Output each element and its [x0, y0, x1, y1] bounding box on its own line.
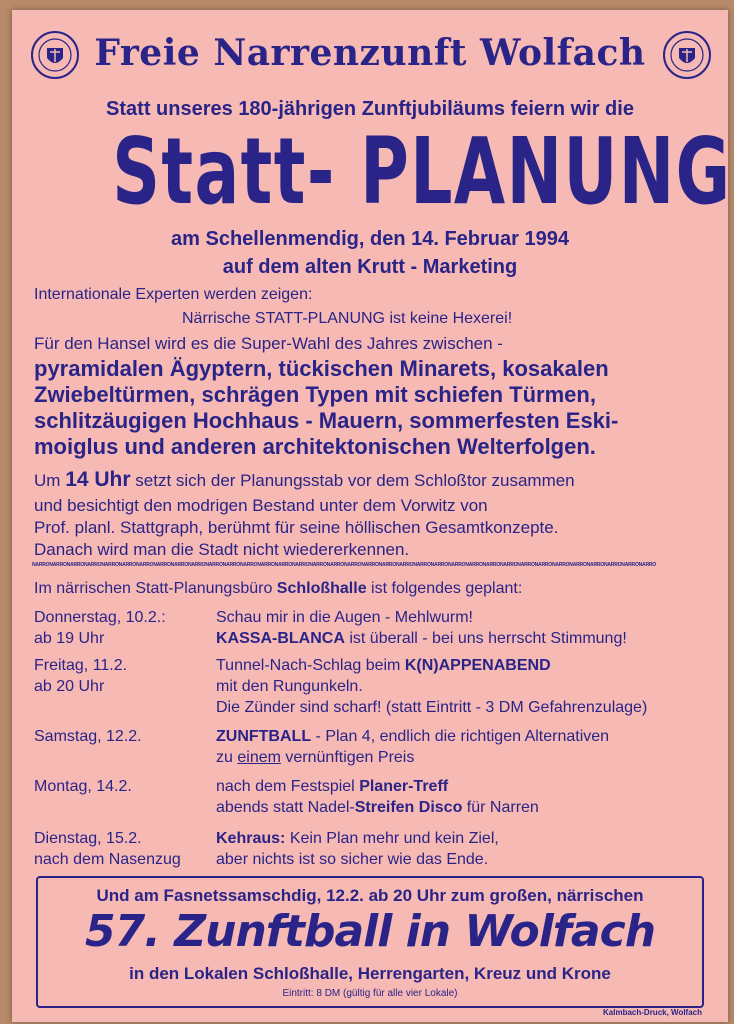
poster-title: Freie Narrenzunft Wolfach	[94, 32, 646, 74]
schedule-desc-text: für Narren	[466, 799, 539, 816]
event-name: Streifen Disco	[354, 799, 463, 816]
experts-line: Internationale Experten werden zeigen:	[34, 286, 313, 303]
schedule-venue: Schloßhalle	[276, 580, 367, 597]
schedule-desc-line: mit den Rungunkeln.	[216, 678, 363, 695]
schedule-desc-text: vernünftigen Preis	[285, 749, 415, 766]
schedule-desc-line: Schau mir in die Augen - Mehlwurm!	[216, 609, 473, 626]
schedule-desc	[216, 655, 716, 718]
event-name: Planer-Treff	[359, 778, 449, 795]
schedule-time: ab 20 Uhr	[34, 678, 105, 695]
location-line: auf dem alten Krutt - Marketing	[222, 256, 518, 278]
schedule-desc-line	[216, 797, 716, 818]
schedule-desc-line: aber nichts ist so sicher wie das Ende.	[216, 851, 489, 868]
schedule-desc-text: abends statt Nadel-	[216, 799, 355, 816]
event-name: K(N)APPENABEND	[404, 657, 551, 674]
zunftball-intro: Und am Fasnetssamschdig, 12.2. ab 20 Uhr zum großen, närrischen	[96, 886, 644, 905]
poster	[12, 10, 732, 1022]
schedule-desc-text: Tunnel-Nach-Schlag beim	[216, 657, 401, 674]
event-name: Kehraus:	[216, 830, 286, 847]
event-name: ZUNFTBALL	[216, 728, 312, 745]
schedule-day-label: Donnerstag, 10.2.:	[34, 609, 166, 626]
meeting-line	[34, 468, 714, 492]
schedule-intro-suffix: ist folgendes geplant:	[371, 580, 523, 597]
meeting-rest: setzt sich der Planungsstab vor dem Schloßtor zusammen	[135, 471, 575, 490]
schedule-intro	[34, 580, 522, 598]
zunftball-admission: Eintritt: 8 DM (gültig für alle vier Lokale)	[282, 988, 458, 999]
schedule-desc-text: Kein Plan mehr und kein Ziel,	[289, 830, 499, 847]
event-name: KASSA-BLANCA	[216, 630, 345, 647]
schedule-desc-text: zu	[216, 749, 233, 766]
candidate-line: schlitzäugigen Hochhaus - Mauern, sommerfesten Eski-	[34, 408, 619, 433]
candidate-line: pyramidalen Ägyptern, tückischen Minarets, kosakalen	[34, 356, 609, 381]
zunftball-headline: 57. Zunftball in Wolfach	[84, 906, 656, 957]
schedule-day	[34, 828, 214, 870]
schedule-desc	[216, 776, 716, 818]
dateline: am Schellenmendig, den 14. Februar 1994	[171, 228, 569, 250]
schedule-day-label: Dienstag, 15.2.	[34, 830, 142, 847]
meeting-prefix: Um	[34, 471, 61, 490]
meeting-line: Prof. planl. Stattgraph, berühmt für seine höllischen Gesamtkonzepte.	[34, 518, 559, 537]
schedule-intro-prefix: Im närrischen Statt-Planungsbüro	[34, 580, 273, 597]
meeting-line: Danach wird man die Stadt nicht wiedererkennen.	[34, 540, 410, 559]
schedule-desc-line	[216, 776, 716, 797]
meeting-line: und besichtigt den modrigen Bestand unter dem Vorwitz von	[34, 496, 488, 515]
schedule-day	[34, 726, 214, 747]
schedule-desc-text: nach dem Festspiel	[216, 778, 355, 795]
schedule-desc-line	[216, 628, 716, 649]
schedule-day	[34, 655, 214, 697]
printer-credit: Kalmbach-Druck, Wolfach	[603, 1008, 702, 1017]
candidate-line: moiglus und anderen architektonischen Welterfolgen.	[34, 434, 596, 459]
schedule-desc	[216, 607, 716, 649]
underlined-word: einem	[237, 749, 281, 766]
motto-line: Närrische STATT-PLANUNG ist keine Hexerei!	[182, 310, 513, 327]
schedule-desc-line	[216, 726, 716, 747]
schedule-desc	[216, 726, 716, 768]
schedule-desc-line: Die Zünder sind scharf! (statt Eintritt - 3 DM Gefahrenzulage)	[216, 699, 648, 716]
schedule-day	[34, 776, 214, 797]
intro-line: Statt unseres 180-jährigen Zunftjubiläums feiern wir die	[106, 98, 634, 120]
schedule-day-label: Freitag, 11.2.	[34, 657, 128, 674]
headline: Statt- PLANUNG	[112, 118, 732, 225]
schedule-time: nach dem Nasenzug	[34, 851, 181, 868]
election-line: Für den Hansel wird es die Super-Wahl des Jahres zwischen -	[34, 334, 503, 353]
schedule-desc-line	[216, 655, 716, 676]
schedule-day	[34, 607, 214, 649]
schedule-desc-line	[216, 747, 716, 768]
schedule-desc-line	[216, 828, 716, 849]
schedule-time: ab 19 Uhr	[34, 630, 105, 647]
schedule-desc	[216, 828, 716, 870]
schedule-desc-text: - Plan 4, endlich die richtigen Alternativen	[315, 728, 610, 745]
schedule-desc-text: ist überall - bei uns herrscht Stimmung!	[349, 630, 627, 647]
meeting-time: 14 Uhr	[65, 468, 131, 491]
schedule-day-label: Samstag, 12.2.	[34, 728, 142, 745]
narro-divider: NARRONARRONARRONARRONARRONARRONARRONARRONARRONARRONARRONARRONARRONARRONARRONARRONARRONARRONARRONARRONARRONARRONARRONARRONARRONARRONARRONARRONARRONARRONARRONARRONARRONARRONARRONARRO	[32, 562, 656, 568]
zunftball-venues: in den Lokalen Schloßhalle, Herrengarten, Kreuz und Krone	[129, 964, 611, 983]
candidate-line: Zwiebeltürmen, schrägen Typen mit schiefen Türmen,	[34, 382, 596, 407]
schedule-day-label: Montag, 14.2.	[34, 778, 132, 795]
